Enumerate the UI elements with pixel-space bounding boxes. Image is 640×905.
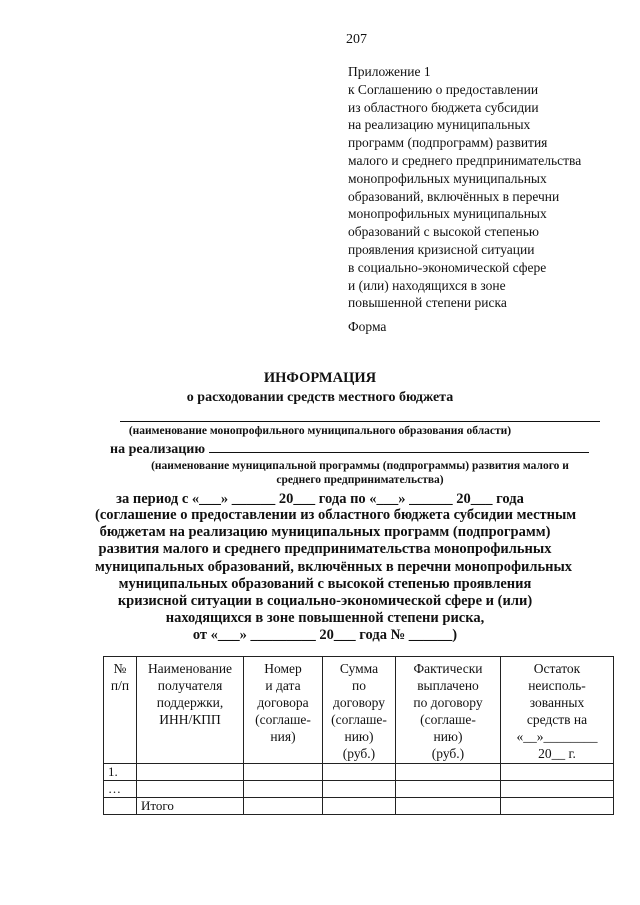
table-row — [104, 764, 614, 781]
table-row-total — [104, 798, 614, 815]
header-cell-remaining: Остаток неисполь- зованных средств на «__»________ 20__ г. — [501, 657, 614, 764]
appendix-block — [348, 63, 628, 312]
table-cell[interactable] — [501, 764, 614, 781]
table-header-row — [104, 657, 614, 764]
appendix-line: на реализацию муниципальных — [348, 117, 531, 133]
table-cell[interactable] — [244, 781, 323, 798]
appendix-line: к Соглашению о предоставлении — [348, 81, 539, 97]
appendix-line: Приложение 1 — [348, 64, 431, 79]
program-line — [110, 440, 589, 458]
table-cell[interactable] — [244, 764, 323, 781]
program-caption — [120, 459, 600, 487]
program-caption-line: (наименование муниципальной программы (подпрограммы) развития малого и — [151, 460, 569, 472]
appendix-line: малого и среднего предпринимательства — [348, 152, 582, 168]
table-cell[interactable] — [104, 798, 137, 815]
agreement-line: от «___» _________ 20___ года № ______) — [192, 627, 458, 644]
agreement-block — [95, 507, 577, 645]
org-name-caption: (наименование монопрофильного муниципального образования области) — [128, 425, 512, 437]
document-title: ИНФОРМАЦИЯ — [263, 370, 377, 386]
program-prefix: на реализацию — [110, 442, 206, 457]
report-table — [103, 656, 614, 815]
page-number: 207 — [346, 32, 367, 47]
program-caption-line: среднего предпринимательства) — [276, 474, 444, 486]
agreement-line: муниципальных образований с высокой степенью проявления — [118, 575, 532, 592]
table-cell[interactable] — [396, 781, 501, 798]
form-label: Форма — [348, 319, 387, 334]
appendix-line: образований с высокой степенью — [348, 224, 539, 240]
appendix-line: образований, включённых в перечни — [348, 188, 560, 204]
reporting-period: за период с «___» ______ 20___ года по «___» ______ 20___ года — [116, 491, 524, 507]
table-cell[interactable]: … — [104, 781, 137, 798]
table-cell[interactable] — [501, 781, 614, 798]
document-subtitle: о расходовании средств местного бюджета — [186, 390, 454, 405]
agreement-line: муниципальных образований, включённых в перечни монопрофильных — [95, 558, 573, 575]
table-cell[interactable] — [244, 798, 323, 815]
table-cell[interactable] — [396, 764, 501, 781]
appendix-line: и (или) находящихся в зоне — [348, 277, 506, 293]
table-cell[interactable]: 1. — [104, 764, 137, 781]
header-cell-recipient: Наименование получателя поддержки, ИНН/КПП — [137, 657, 244, 764]
header-cell-contract: Номер и дата договора (соглаше- ния) — [244, 657, 323, 764]
appendix-line: проявления кризисной ситуации — [348, 241, 535, 257]
header-cell-number: № п/п — [104, 657, 137, 764]
appendix-line: в социально-экономической сфере — [348, 259, 547, 275]
table-row — [104, 781, 614, 798]
table-cell[interactable] — [323, 781, 396, 798]
table-cell[interactable] — [323, 764, 396, 781]
agreement-line: (соглашение о предоставлении из областного бюджета субсидии местным — [95, 507, 577, 523]
agreement-line: бюджетам на реализацию муниципальных программ (подпрограмм) — [99, 524, 551, 541]
total-label: Итого — [137, 798, 244, 815]
table-cell[interactable] — [137, 781, 244, 798]
table-cell[interactable] — [323, 798, 396, 815]
appendix-line: монопрофильных муниципальных — [348, 170, 547, 186]
agreement-line: кризисной ситуации в социально-экономической сфере и (или) — [117, 593, 533, 610]
header-cell-amount: Сумма по договору (соглаше- нию) (руб.) — [323, 657, 396, 764]
table-cell[interactable] — [501, 798, 614, 815]
header-cell-paid: Фактически выплачено по договору (соглаше- нию) (руб.) — [396, 657, 501, 764]
org-name-blank-line[interactable] — [120, 411, 600, 422]
agreement-line: находящихся в зоне повышенной степени риска, — [165, 610, 485, 627]
agreement-line: развития малого и среднего предпринимательства монопрофильных — [98, 541, 552, 558]
appendix-line: из областного бюджета субсидии — [348, 99, 539, 115]
table-cell[interactable] — [137, 764, 244, 781]
table-cell[interactable] — [396, 798, 501, 815]
program-name-blank[interactable] — [209, 440, 589, 453]
appendix-line: повышенной степени риска — [348, 295, 507, 311]
appendix-line: программ (подпрограмм) развития — [348, 135, 548, 151]
appendix-line: монопрофильных муниципальных — [348, 206, 547, 222]
